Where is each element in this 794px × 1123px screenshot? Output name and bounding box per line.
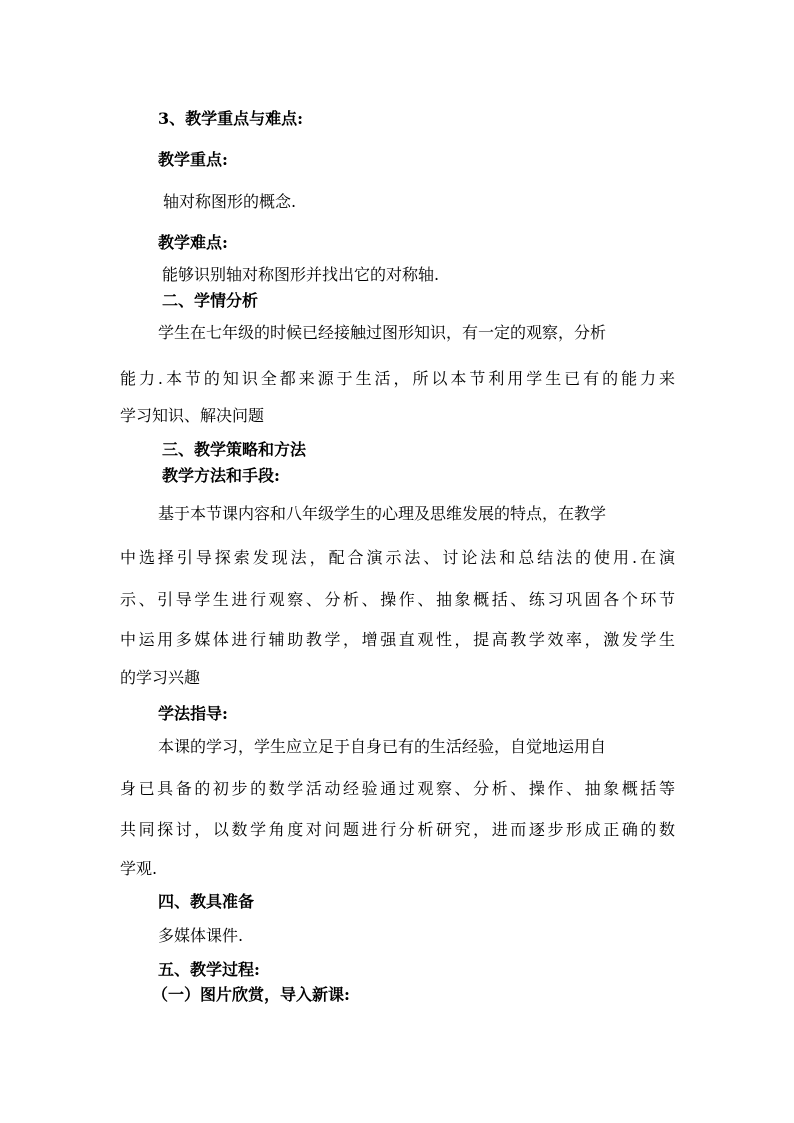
tools-text: 多媒体课件.	[158, 926, 244, 945]
subsection-1-heading: （一）图片欣赏，导入新课:	[152, 985, 350, 1004]
methods-line: 的学习兴趣	[120, 668, 201, 687]
key-points-label: 教学重点:	[158, 150, 228, 169]
analysis-line: 学习知识、解决问题	[120, 406, 265, 425]
methods-line: 示、引导学生进行观察、分析、操作、抽象概括、练习巩固各个环节	[120, 590, 675, 609]
analysis-line: 学生在七年级的时候已经接触过图形知识，有一定的观察，分析	[158, 323, 607, 342]
analysis-line: 能力.本节的知识全都来源于生活，所以本节利用学生已有的能力来	[120, 369, 675, 388]
section-5-heading: 五、教学过程:	[158, 960, 260, 979]
section-2-heading: 二、学情分析	[162, 291, 259, 310]
methods-line: 中选择引导探索发现法，配合演示法、讨论法和总结法的使用.在演	[120, 548, 675, 567]
study-line: 共同探讨，以数学角度对问题进行分析研究，进而逐步形成正确的数	[120, 820, 675, 839]
study-line: 身已具备的初步的数学活动经验通过观察、分析、操作、抽象概括等	[120, 779, 675, 798]
section-3b-heading: 三、教学策略和方法	[162, 440, 307, 459]
study-line: 学观.	[120, 859, 158, 878]
difficulty-label: 教学难点:	[158, 233, 228, 252]
methods-line: 中运用多媒体进行辅助教学，增强直观性，提高教学效率，激发学生	[120, 630, 675, 649]
section-3-heading: 3、教学重点与难点:	[158, 109, 304, 128]
study-guide-label: 学法指导:	[158, 704, 228, 723]
methods-label: 教学方法和手段:	[162, 466, 280, 485]
key-points-text: 轴对称图形的概念.	[163, 192, 297, 211]
difficulty-text: 能够识别轴对称图形并找出它的对称轴.	[162, 265, 440, 284]
study-line: 本课的学习，学生应立足于自身已有的生活经验，自觉地运用自	[158, 737, 607, 756]
methods-line: 基于本节课内容和八年级学生的心理及思维发展的特点，在教学	[158, 504, 607, 523]
section-4-heading: 四、教具准备	[158, 892, 255, 911]
